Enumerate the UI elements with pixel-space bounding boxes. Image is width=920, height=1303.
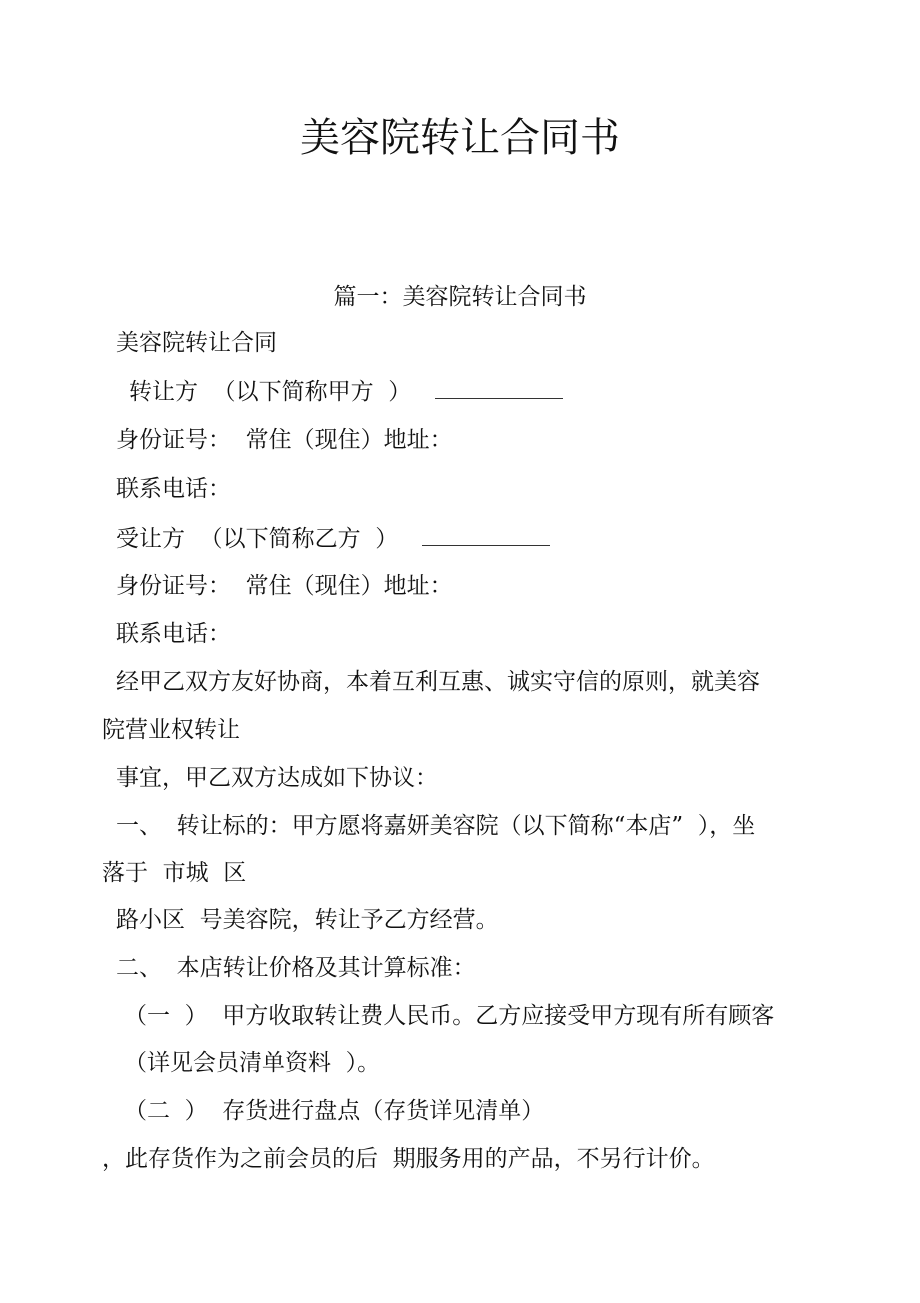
clause-2-heading: [116, 953, 476, 983]
transferee-id-address-text: 身份证号： 常住（现住）地址：: [116, 573, 453, 599]
preamble-line-3: [116, 763, 438, 793]
transferee-line: [116, 523, 550, 554]
clause-2-item-2-text-2: ，此存货作为之前会员的后 期服务用的产品，不另行计价。: [102, 1146, 715, 1172]
preamble-text-1: 经甲乙双方友好协商，本着互利互惠、诚实守信的原则，就美容: [116, 669, 760, 695]
clause-2-item-2-line-1: [124, 1096, 544, 1126]
clause-2-item-2-line-2: [102, 1144, 715, 1174]
transferor-phone-text: 联系电话：: [116, 476, 231, 502]
transferor-line: [129, 376, 563, 407]
clause-2-item-1-line-2: [124, 1048, 380, 1078]
preamble-line-2: [102, 715, 240, 745]
transferee-label: 受让方 （以下简称乙方 ）: [116, 526, 399, 552]
clause-1-line-2: [102, 858, 246, 888]
clause-1-line-1: [116, 811, 755, 841]
clause-1-line-3: [116, 905, 499, 935]
transferor-id-address-text: 身份证号： 常住（现住）地址：: [116, 427, 453, 453]
clause-1-text-1: 一、 转让标的：甲方愿将嘉妍美容院（以下简称“本店” ），坐: [116, 813, 756, 839]
section-subtitle: 篇一：美容院转让合同书: [333, 284, 587, 310]
document-title: 美容院转让合同书: [300, 115, 620, 161]
transferor-phone: [116, 474, 231, 504]
transferor-label: 转让方 （以下简称甲方 ）: [129, 379, 412, 405]
transferor-name-blank: [435, 376, 563, 399]
preamble-line-1: [116, 667, 760, 697]
preamble-text-3: 事宜，甲乙双方达成如下协议：: [116, 765, 438, 791]
clause-2-item-1-line-1: [124, 1001, 774, 1031]
transferee-name-blank: [422, 523, 550, 546]
clause-1-text-2: 落于 市城 区: [102, 860, 247, 886]
clause-1-text-3: 路小区 号美容院，转让予乙方经营。: [116, 907, 499, 933]
clause-2-item-1-text-1: （一 ） 甲方收取转让费人民币。乙方应接受甲方现有所有顾客: [124, 1003, 775, 1029]
transferee-phone-text: 联系电话：: [116, 621, 231, 647]
clause-2-heading-text: 二、 本店转让价格及其计算标准：: [116, 955, 476, 981]
clause-2-item-1-text-2: （详见会员清单资料 ）。: [124, 1050, 381, 1076]
contract-heading-text: 美容院转让合同: [116, 330, 277, 356]
contract-heading: [116, 328, 277, 358]
transferor-id-address: [116, 425, 453, 455]
clause-2-item-2-text-1: （二 ） 存货进行盘点（存货详见清单）: [124, 1098, 545, 1124]
preamble-text-2: 院营业权转让: [102, 717, 240, 743]
transferee-phone: [116, 619, 231, 649]
transferee-id-address: [116, 571, 453, 601]
